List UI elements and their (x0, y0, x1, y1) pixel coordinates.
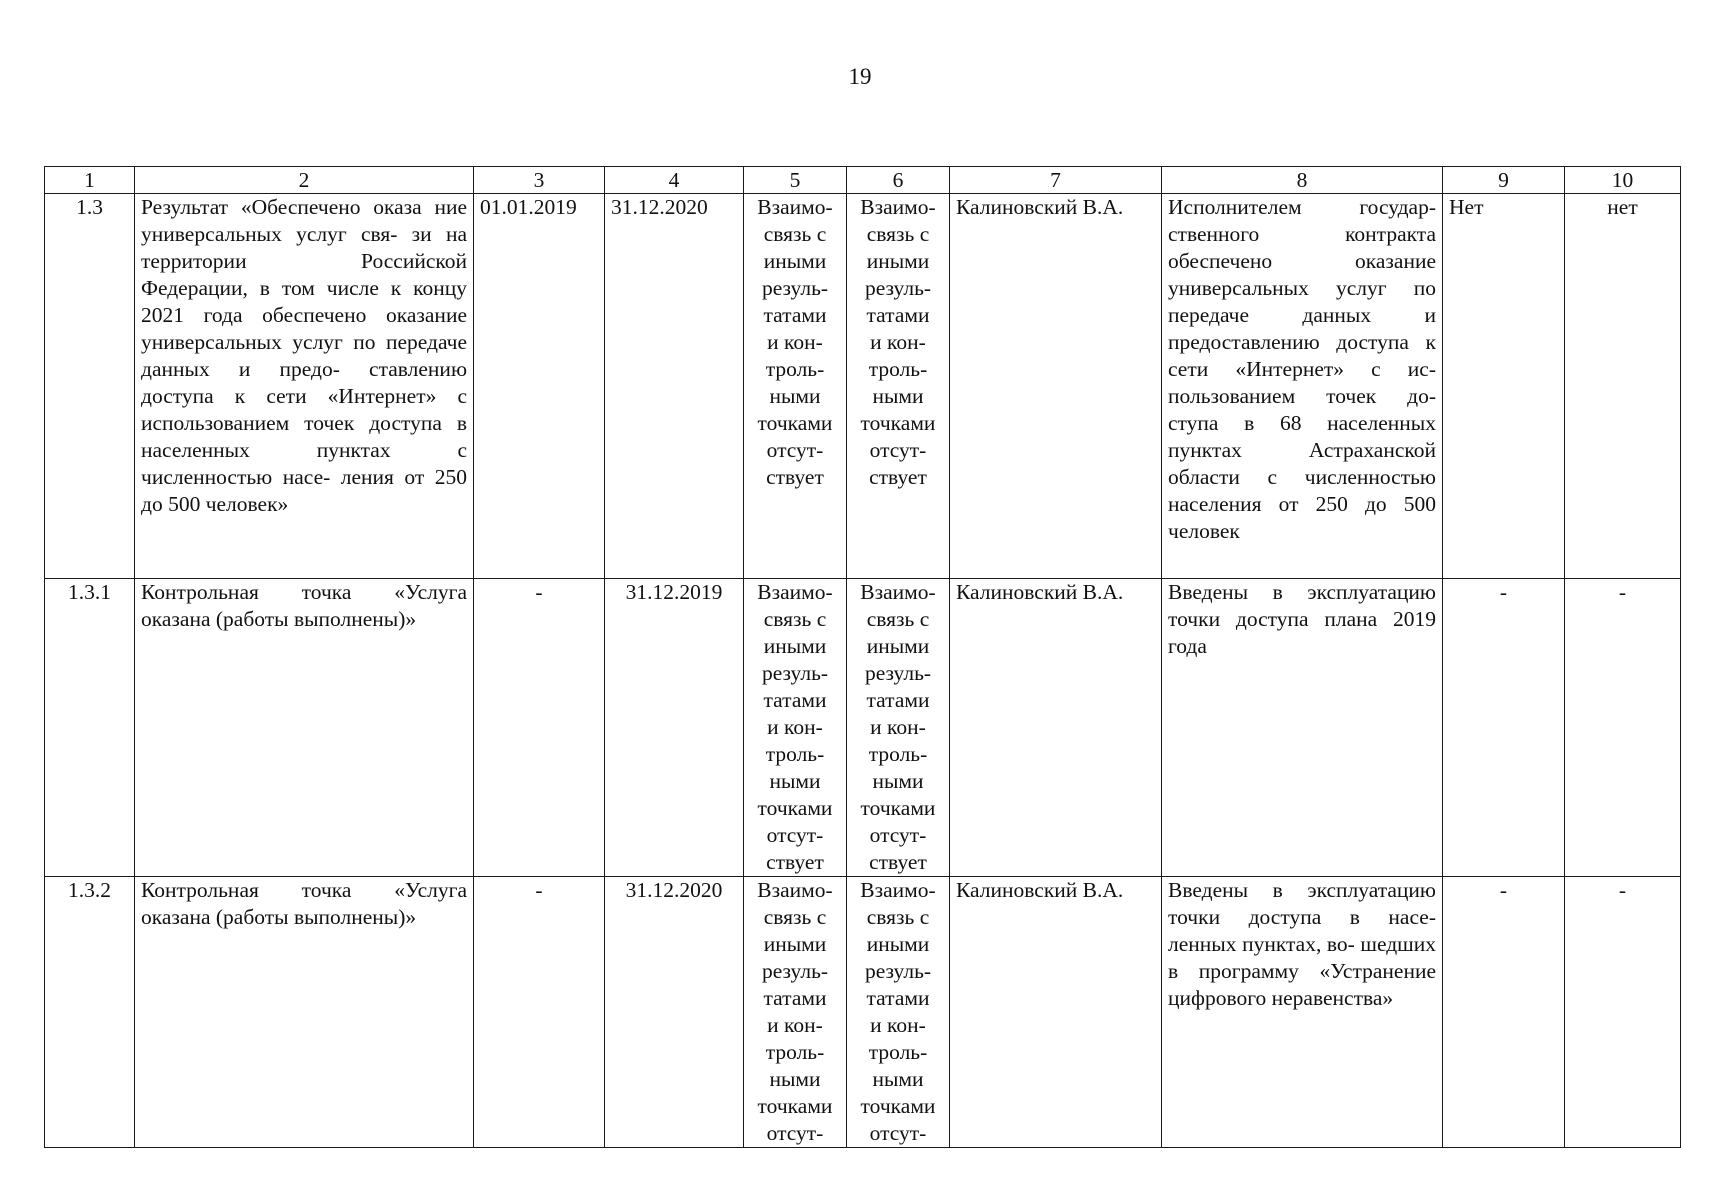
row-col5: Взаимо- связь с иными резуль- татами и кон- троль- ными точками отсут- ствует (744, 194, 847, 579)
column-header-4: 4 (605, 167, 744, 194)
row-end-date: 31.12.2020 (605, 194, 744, 579)
column-header-7: 7 (950, 167, 1162, 194)
column-header-8: 8 (1162, 167, 1443, 194)
row-number: 1.3.1 (45, 579, 135, 877)
plan-table (44, 166, 1681, 1148)
row-start-date: - (474, 579, 605, 877)
row-col5: Взаимо- связь с иными резуль- татами и кон- троль- ными точками отсут- (744, 877, 847, 1148)
row-col9: Нет (1443, 194, 1565, 579)
row-end-date: 31.12.2019 (605, 579, 744, 877)
column-header-5: 5 (744, 167, 847, 194)
column-header-3: 3 (474, 167, 605, 194)
table-row (45, 579, 1681, 877)
column-header-1: 1 (45, 167, 135, 194)
row-col9: - (1443, 877, 1565, 1148)
row-number: 1.3.2 (45, 877, 135, 1148)
row-responsible: Калиновский В.А. (950, 579, 1162, 877)
page-number: 19 (848, 64, 872, 89)
column-header-2: 2 (135, 167, 474, 194)
table-row (45, 194, 1681, 579)
row-name: Контрольная точка «Услуга оказана (работы выполнены)» (135, 579, 474, 877)
row-name: Контрольная точка «Услуга оказана (работы выполнены)» (135, 877, 474, 1148)
column-header-10: 10 (1565, 167, 1681, 194)
row-result: Введены в эксплуатацию точки доступа в насе- ленных пунктах, во- шедших в программу «Устранение цифрового неравенства» (1162, 877, 1443, 1148)
row-responsible: Калиновский В.А. (950, 877, 1162, 1148)
column-header-9: 9 (1443, 167, 1565, 194)
row-col10: - (1565, 579, 1681, 877)
row-name: Результат «Обеспечено оказа ние универсальных услуг свя- зи на территории Российской Федерации, в том числе к концу 2021 года обеспечено оказание универсальных услуг по передаче данных и предо- ставлению доступа к сети «Интернет» с использованием точек доступа в населенных пунктах с численностью насе- ления от 250 до 500 человек» (135, 194, 474, 579)
row-col6: Взаимо- связь с иными резуль- татами и кон- троль- ными точками отсут- (847, 877, 950, 1148)
row-end-date: 31.12.2020 (605, 877, 744, 1148)
row-number: 1.3 (45, 194, 135, 579)
row-col9: - (1443, 579, 1565, 877)
column-header-6: 6 (847, 167, 950, 194)
row-result: Введены в эксплуатацию точки доступа плана 2019 года (1162, 579, 1443, 877)
table-row (45, 877, 1681, 1148)
row-start-date: 01.01.2019 (474, 194, 605, 579)
row-col6: Взаимо- связь с иными резуль- татами и кон- троль- ными точками отсут- ствует (847, 579, 950, 877)
row-col10: - (1565, 877, 1681, 1148)
row-start-date: - (474, 877, 605, 1148)
row-result: Исполнителем государ- ственного контракта обеспечено оказание универсальных услуг по передаче данных и предоставлению доступа к сети «Интернет» с ис- пользованием точек до- ступа в 68 населенных пунктах Астраханской области с численностью населения от 250 до 500 человек (1162, 194, 1443, 579)
row-col5: Взаимо- связь с иными резуль- татами и кон- троль- ными точками отсут- ствует (744, 579, 847, 877)
row-col10: нет (1565, 194, 1681, 579)
row-responsible: Калиновский В.А. (950, 194, 1162, 579)
table-header-row (45, 167, 1681, 194)
row-col6: Взаимо- связь с иными резуль- татами и кон- троль- ными точками отсут- ствует (847, 194, 950, 579)
